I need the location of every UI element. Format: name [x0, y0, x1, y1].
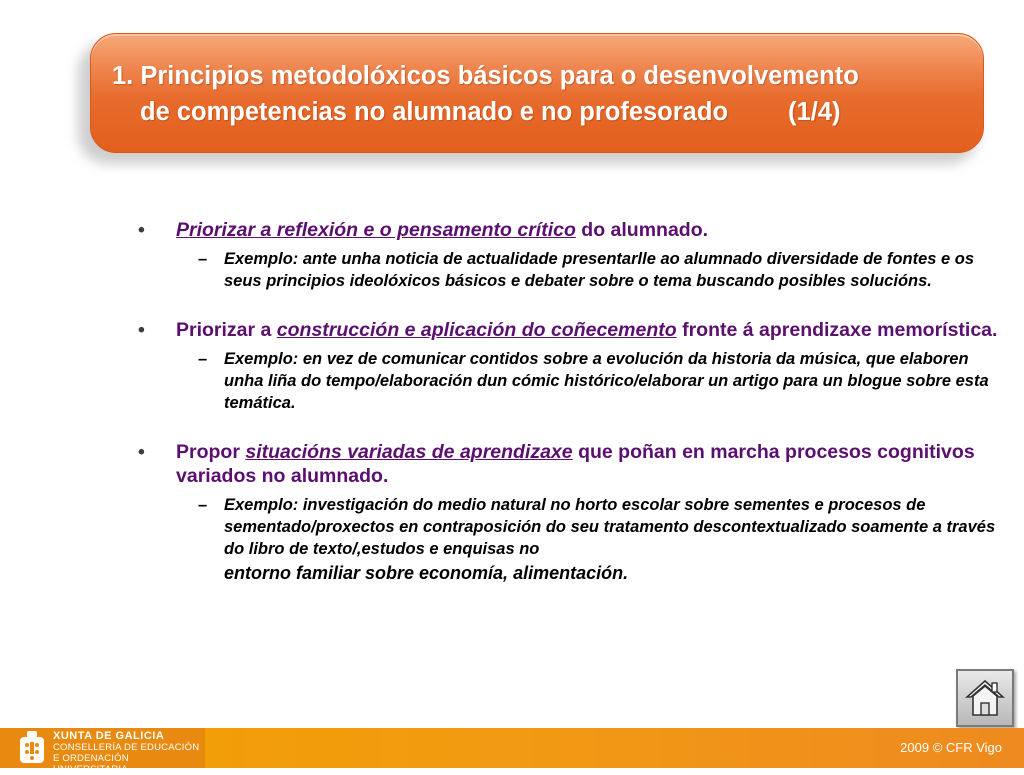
title-line-1: 1. Principios metodolóxicos básicos para o desenvolvemento	[112, 62, 859, 90]
bullet-text: que poñan en marcha procesos cognitivos variados no alumnado.	[176, 441, 975, 487]
galicia-crest-icon	[18, 731, 46, 765]
bullet-text: do alumnado.	[575, 219, 709, 241]
bullet-point	[138, 440, 998, 488]
xunta-logo	[0, 728, 205, 775]
example-body: Exemplo: en vez de comunicar contidos sobre a evolución da historia da música, que elaboren unha liña do tempo/elaboración dun cómic histórico/elaborar un artigo para un blogue sobre esta temática.	[224, 350, 989, 412]
dash-marker: –	[198, 250, 208, 268]
dash-marker: –	[198, 350, 208, 368]
bullet-marker: •	[138, 319, 145, 341]
xunta-logo-text	[53, 731, 205, 775]
home-icon	[965, 677, 1005, 719]
home-button[interactable]	[956, 669, 1014, 727]
logo-line-3: E ORDENACIÓN UNIVERSITARIA	[53, 753, 129, 775]
bullet-text-before: Propor	[176, 441, 246, 463]
example-text	[198, 248, 998, 292]
footer-bar	[0, 728, 1024, 775]
example-text	[198, 494, 998, 584]
bullet-marker: •	[138, 219, 145, 241]
bullet-text-before: Priorizar a	[176, 319, 277, 341]
example-body: Exemplo: investigación do medio natural no horto escolar sobre sementes e procesos de sementado/proxectos en contraposición do seu tratamento descontextualizado soamente a través do libro de texto/,estudos e enquisas no	[224, 496, 996, 558]
slide-content	[138, 218, 998, 584]
bullet-point	[138, 218, 998, 242]
example-text	[198, 348, 998, 414]
slide-title	[112, 58, 962, 130]
bullet-link[interactable]: construcción e aplicación do coñecemento	[276, 319, 677, 341]
list-item	[138, 440, 998, 584]
list-item	[138, 318, 998, 414]
example-body: Exemplo: ante unha noticia de actualidade presentarlle ao alumnado diversidade de fontes e os seus principios ideolóxicos básicos e debater sobre o tema buscando posibles solucións.	[224, 250, 975, 290]
bullet-link[interactable]: situacións variadas de aprendizaxe	[245, 441, 573, 463]
example-last-line: entorno familiar sobre economía, alimentación.	[224, 563, 629, 583]
copyright-text: 2009 © CFR Vigo	[900, 740, 1002, 755]
title-line-2	[112, 94, 962, 130]
logo-line-1: XUNTA DE GALICIA	[53, 730, 165, 742]
title-line-2-text: de competencias no alumnado e no profesorado	[140, 98, 729, 126]
logo-line-2: CONSELLERÍA DE EDUCACIÓN	[53, 742, 200, 753]
bullet-point	[138, 318, 998, 342]
bullet-text: fronte á aprendizaxe memorística.	[676, 319, 998, 341]
bullet-marker: •	[138, 441, 145, 463]
page-count: (1/4)	[788, 98, 841, 126]
dash-marker: –	[198, 496, 208, 514]
bullet-link[interactable]: Priorizar a reflexión e o pensamento crítico	[176, 219, 576, 241]
list-item	[138, 218, 998, 292]
